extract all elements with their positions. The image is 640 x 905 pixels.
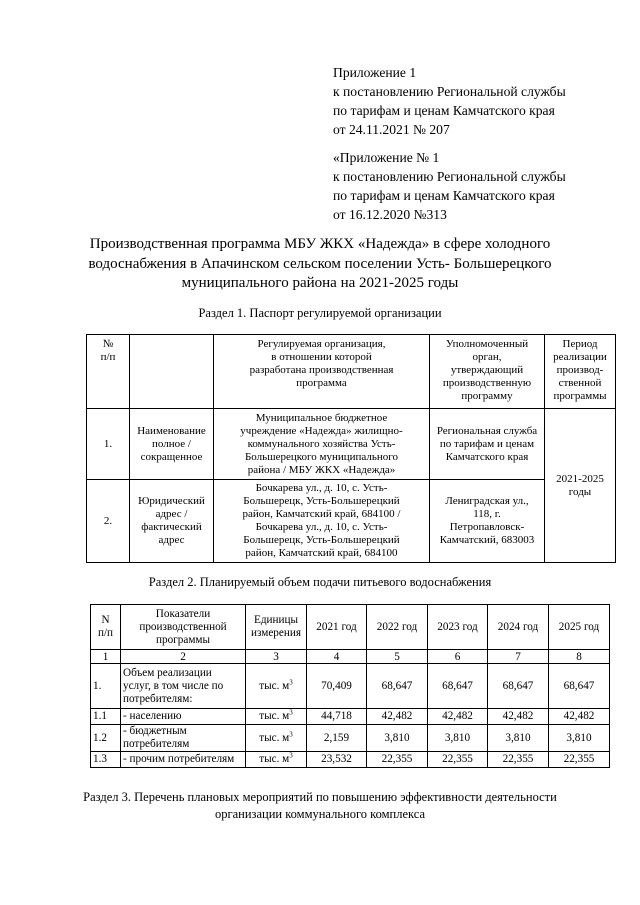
appendix-1-block [333, 63, 623, 139]
row-value: 68,647 [428, 664, 488, 709]
section-1-heading: Раздел 1. Паспорт регулируемой организации [198, 306, 442, 320]
title-line: Производственная программа МБУ ЖКХ «Надежда» в сфере холодного [89, 236, 551, 252]
header-num: N п/п [91, 605, 121, 650]
row-label: Наименование полное / сокращенное [130, 409, 214, 480]
row-value: 2,159 [307, 725, 367, 752]
table-row [91, 725, 610, 752]
col-number: 8 [549, 650, 610, 664]
row-value: 22,355 [428, 752, 488, 768]
section-3-heading [40, 789, 600, 823]
row-label: Юридический адрес / фактический адрес [130, 480, 214, 563]
row-name: - прочим потребителям [121, 752, 246, 768]
col-number: 3 [246, 650, 307, 664]
appendix-2-block [333, 148, 623, 224]
row-value: 70,409 [307, 664, 367, 709]
row-org: Бочкарева ул., д. 10, с. Усть- Большерецк, Усть-Большерецкий район, Камчатский край, 684100 / Бочкарева ул., д. 10, с. Усть- Большерецк, Усть-Большерецкий район, Камчатский край, 684100 [214, 480, 430, 563]
row-value: 44,718 [307, 709, 367, 725]
section-2-heading: Раздел 2. Планируемый объем подачи питьевого водоснабжения [148, 575, 492, 589]
col-number: 1 [91, 650, 121, 664]
column-number-row [91, 650, 610, 664]
header-year: 2025 год [549, 605, 610, 650]
row-name: Объем реализации услуг, в том числе по потребителям: [121, 664, 246, 709]
row-value: 42,482 [367, 709, 428, 725]
table-row [91, 664, 610, 709]
header-year: 2022 год [367, 605, 428, 650]
row-value: 22,355 [549, 752, 610, 768]
supply-volume-table [90, 604, 610, 768]
table-row [91, 752, 610, 768]
row-value: 68,647 [488, 664, 549, 709]
row-num: 2. [87, 480, 130, 563]
col-number: 2 [121, 650, 246, 664]
row-value: 23,532 [307, 752, 367, 768]
appendix-line: по тарифам и ценам Камчатского края [333, 103, 555, 118]
row-units: тыс. $м^3$ [246, 664, 307, 709]
table-header-row [87, 335, 616, 409]
section-3-line: организации коммунального комплекса [214, 807, 426, 821]
row-value: 22,355 [367, 752, 428, 768]
row-value: 42,482 [549, 709, 610, 725]
col-number: 5 [367, 650, 428, 664]
row-value: 22,355 [488, 752, 549, 768]
col-number: 4 [307, 650, 367, 664]
row-num: 1. [91, 664, 121, 709]
row-num: 1.1 [91, 709, 121, 725]
row-authority: Лениградская ул., 118, г. Петропавловск- Камчатский, 683003 [430, 480, 545, 563]
header-year: 2023 год [428, 605, 488, 650]
row-num: 1. [87, 409, 130, 480]
header-units: Единицы измерения [246, 605, 307, 650]
row-org: Муниципальное бюджетное учреждение «Надежда» жилищно- коммунального хозяйства Усть- Большерецкого муниципального района / МБУ ЖКХ «Надежда» [214, 409, 430, 480]
table-row [87, 409, 616, 480]
row-num: 1.2 [91, 725, 121, 752]
header-year: 2021 год [307, 605, 367, 650]
appendix-line: Приложение 1 [333, 65, 417, 80]
row-name: - населению [121, 709, 246, 725]
header-label [130, 335, 214, 409]
row-name: - бюджетным потребителям [121, 725, 246, 752]
header-org: Регулируемая организация, в отношении которой разработана производственная программа [214, 335, 430, 409]
row-value: 3,810 [549, 725, 610, 752]
document-title [60, 235, 580, 294]
row-value: 3,810 [367, 725, 428, 752]
section-3-line: Раздел 3. Перечень плановых мероприятий по повышению эффективности деятельности [83, 790, 557, 804]
row-units: тыс. $м^3$ [246, 709, 307, 725]
organization-passport-table [86, 334, 616, 563]
table-header-row [91, 605, 610, 650]
row-authority: Региональная служба по тарифам и ценам Камчатского края [430, 409, 545, 480]
appendix-line: от 16.12.2020 №313 [333, 207, 447, 222]
table-row [91, 709, 610, 725]
appendix-line: по тарифам и ценам Камчатского края [333, 188, 555, 203]
header-num: № п/п [87, 335, 130, 409]
header-authority: Уполномоченный орган, утверждающий производственную программу [430, 335, 545, 409]
title-line: водоснабжения в Апачинском сельском поселении Усть- Большерецкого [88, 255, 552, 272]
col-number: 7 [488, 650, 549, 664]
appendix-line: к постановлению Региональной службы [333, 169, 566, 184]
header-year: 2024 год [488, 605, 549, 650]
table-row [87, 480, 616, 563]
row-units: тыс. $м^3$ [246, 725, 307, 752]
appendix-line: к постановлению Региональной службы [333, 84, 566, 99]
header-period: Период реализации производ- ственной программы [545, 335, 616, 409]
period-value: 2021-2025 годы [545, 409, 616, 563]
row-num: 1.3 [91, 752, 121, 768]
title-line: муниципального района на 2021-2025 годы [181, 275, 459, 291]
appendix-line: от 24.11.2021 № 207 [333, 122, 450, 137]
row-value: 3,810 [428, 725, 488, 752]
row-value: 68,647 [549, 664, 610, 709]
col-number: 6 [428, 650, 488, 664]
appendix-line: «Приложение № 1 [333, 150, 440, 165]
header-indicator: Показатели производственной программы [121, 605, 246, 650]
row-value: 42,482 [488, 709, 549, 725]
row-units: тыс. $м^3$ [246, 752, 307, 768]
row-value: 42,482 [428, 709, 488, 725]
row-value: 3,810 [488, 725, 549, 752]
row-value: 68,647 [367, 664, 428, 709]
